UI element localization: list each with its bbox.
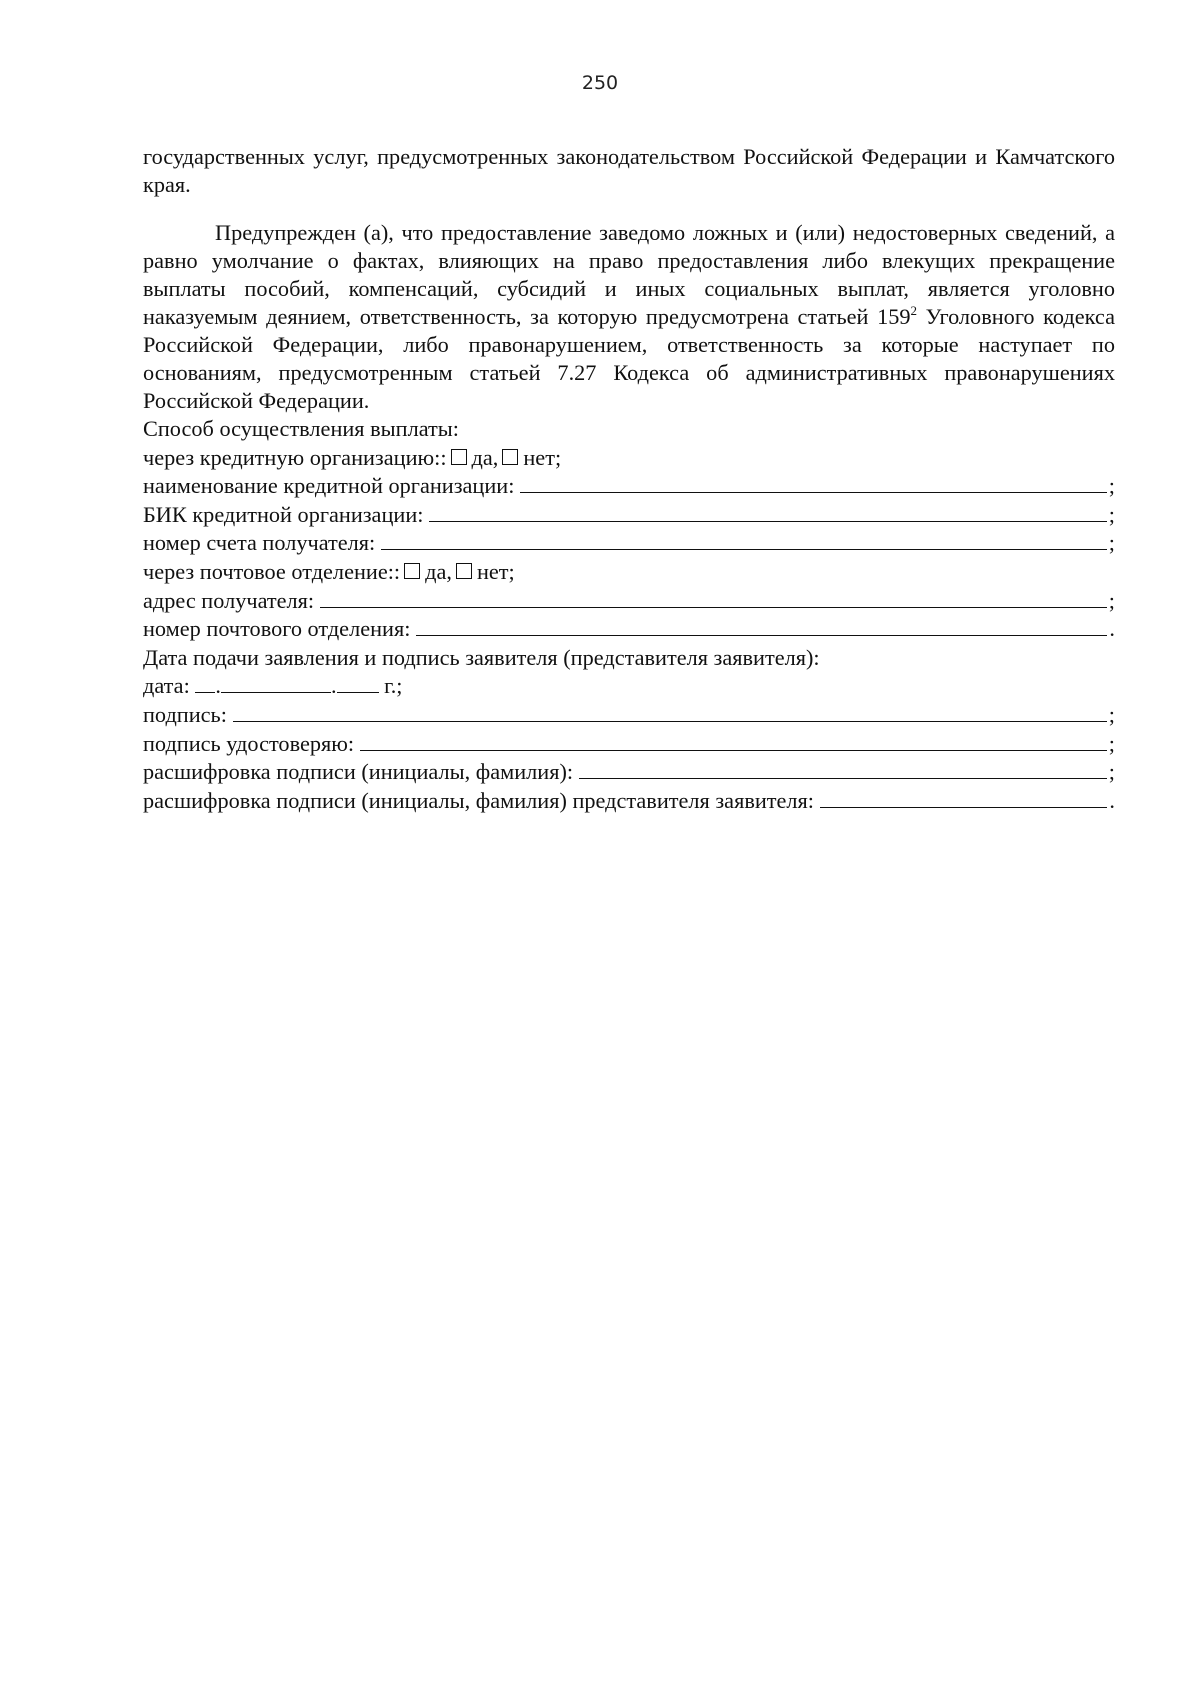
post-office-field[interactable]	[416, 615, 1107, 636]
signature-heading	[143, 644, 1115, 673]
date-label: дата:	[143, 673, 190, 699]
address-row	[143, 587, 1115, 616]
credit-no-checkbox[interactable]	[502, 449, 518, 465]
decode-rep-end: .	[1109, 787, 1115, 813]
address-label: адрес получателя:	[143, 587, 315, 613]
document-body	[143, 143, 1115, 815]
warning-text-part1: Предупрежден (а), что предоставление заведомо ложных и (или) недостоверных сведений, а равно умолчание о фактах, влияющих на право предоставления либо влекущих прекращение выплаты пособий, компенсаций, субсидий и иных социальных выплат, является уголовно наказуемым деянием, ответственность, за которую предусмотрена статьей 159	[143, 220, 1115, 329]
decode-rep-field[interactable]	[820, 787, 1107, 808]
post-office-option	[143, 558, 1115, 587]
paragraph-gap	[143, 199, 1115, 219]
payment-heading-text: Способ осуществления выплаты:	[143, 416, 459, 441]
bik-field[interactable]	[429, 501, 1106, 522]
bank-name-end: ;	[1108, 473, 1115, 499]
account-row	[143, 529, 1115, 558]
certify-field[interactable]	[360, 730, 1107, 751]
credit-org-option	[143, 444, 1115, 473]
date-sep-1: .	[215, 673, 221, 699]
account-field[interactable]	[381, 529, 1107, 550]
date-suffix: г.;	[384, 673, 403, 699]
bik-row	[143, 501, 1115, 530]
article-superscript: 2	[910, 303, 918, 318]
post-no-checkbox[interactable]	[456, 563, 472, 579]
paragraph-continuation: государственных услуг, предусмотренных законодательством Российской Федерации и Камчатского края.	[143, 144, 1115, 197]
date-row	[143, 672, 1115, 701]
date-day-field[interactable]	[195, 672, 215, 693]
sign-row	[143, 701, 1115, 730]
post-no-label: нет;	[476, 558, 515, 584]
decode-rep-row	[143, 787, 1115, 816]
payment-heading	[143, 415, 1115, 444]
address-end: ;	[1108, 587, 1115, 613]
account-end: ;	[1108, 530, 1115, 556]
credit-yes-label: да,	[471, 444, 499, 470]
signature-heading-text: Дата подачи заявления и подпись заявителя (представителя заявителя):	[143, 644, 820, 670]
decode-end: ;	[1108, 759, 1115, 785]
post-option-label: через почтовое отделение::	[143, 558, 401, 584]
post-office-label: номер почтового отделения:	[143, 616, 411, 642]
paragraph-warning	[143, 219, 1115, 415]
credit-yes-checkbox[interactable]	[451, 449, 467, 465]
credit-org-label: через кредитную организацию::	[143, 444, 447, 470]
account-label: номер счета получателя:	[143, 530, 376, 556]
decode-label: расшифровка подписи (инициалы, фамилия):	[143, 759, 574, 785]
post-office-row	[143, 615, 1115, 644]
date-month-field[interactable]	[221, 672, 331, 693]
certify-row	[143, 730, 1115, 759]
certify-end: ;	[1108, 730, 1115, 756]
decode-rep-label: расшифровка подписи (инициалы, фамилия) представителя заявителя:	[143, 787, 814, 813]
page-number: 250	[581, 72, 619, 94]
warning-text-part2: Уголовного кодекса Российской Федерации, либо правонарушением, ответственность за которые наступает по основаниям, предусмотренным статьей 7.27 Кодекса об административных правонарушениях Российской Федерации.	[143, 304, 1115, 413]
address-field[interactable]	[320, 587, 1107, 608]
credit-no-label: нет;	[523, 444, 562, 470]
bik-end: ;	[1108, 501, 1115, 527]
post-office-end: .	[1109, 616, 1115, 642]
sign-field[interactable]	[233, 701, 1107, 722]
bank-name-label: наименование кредитной организации:	[143, 473, 515, 499]
decode-row	[143, 758, 1115, 787]
certify-label: подпись удостоверяю:	[143, 730, 355, 756]
post-yes-checkbox[interactable]	[404, 563, 420, 579]
date-year-field[interactable]	[337, 672, 379, 693]
bank-name-field[interactable]	[520, 472, 1106, 493]
post-yes-label: да,	[425, 558, 452, 584]
bank-name-row	[143, 472, 1115, 501]
sign-label: подпись:	[143, 701, 227, 727]
bik-label: БИК кредитной организации:	[143, 501, 424, 527]
decode-field[interactable]	[579, 758, 1107, 779]
date-sep-2: .	[330, 673, 337, 699]
sign-end: ;	[1108, 701, 1115, 727]
